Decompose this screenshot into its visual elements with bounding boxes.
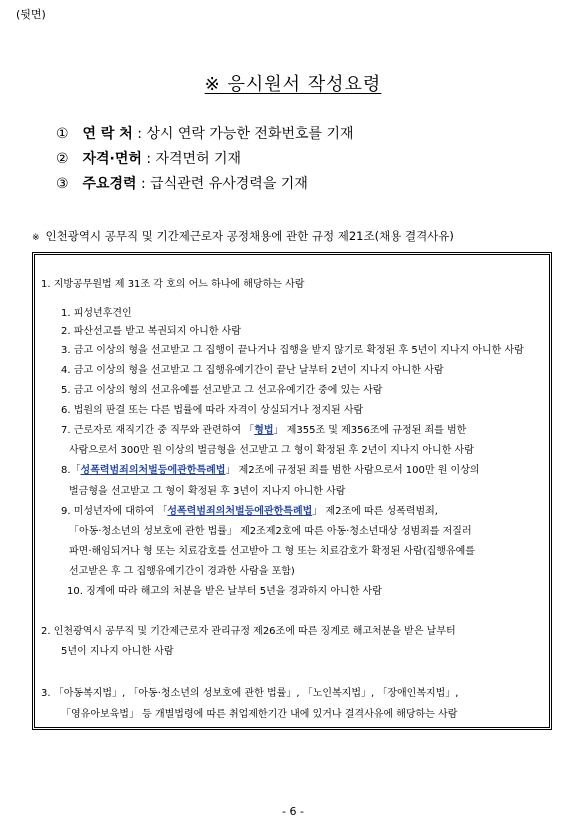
guide-item-key: 자격·면허: [82, 151, 142, 167]
reference-note-text: 인천광역시 공무직 및 기간제근로자 공정채용에 관한 규정 제21조(채용 결격사유): [45, 229, 454, 243]
guide-item-number: ②: [56, 151, 69, 167]
guide-item-desc: : 상시 연락 가능한 전화번호를 기재: [132, 126, 354, 142]
list-item-text: 9. 미성년자에 대하여 「: [61, 506, 168, 517]
list-item: 4. 금고 이상의 형을 선고받고 그 집행유예기간이 끝난 날부터 2년이 지나지 아니한 사람: [61, 365, 444, 376]
disqualification-box: [32, 252, 552, 730]
guide-item-key: 주요경력: [82, 176, 137, 192]
guide-item-key: 연 락 처: [82, 126, 133, 142]
law-link-sexual-crimes-act[interactable]: 성폭력범죄의처벌등에관한특례법: [167, 506, 313, 517]
law-link-criminal-act[interactable]: 형법: [254, 425, 274, 436]
list-item-continuation: 선고받은 후 그 집행유예기간이 경과한 사람을 포함): [69, 566, 295, 577]
list-item: 1. 피성년후견인: [61, 308, 132, 319]
list-item: 10. 징계에 따라 해고의 처분을 받은 날부터 5년을 경과하지 아니한 사람: [67, 586, 382, 597]
page-number: - 6 -: [282, 805, 304, 818]
list-item: 5. 금고 이상의 형의 선고유예를 선고받고 그 선고유예기간 중에 있는 사람: [61, 385, 383, 396]
writing-guide-list: [56, 122, 354, 197]
guide-item-number: ③: [56, 176, 69, 192]
list-item-text: 7. 근로자로 재직기간 중 직무와 관련하여 「: [61, 425, 255, 436]
list-item: 3. 금고 이상의 형을 선고받고 그 집행이 끝나거나 집행을 받지 않기로 확정된 후 5년이 지나지 아니한 사람: [61, 345, 524, 356]
guide-item-number: ①: [56, 126, 69, 142]
list-item: 6. 법원의 판결 또는 다른 법률에 따라 자격이 상실되거나 정지된 사람: [61, 405, 364, 416]
list-item-text: 」 제2조에 따른 성폭력범죄,: [312, 506, 438, 517]
section-2-continuation: 5년이 지나지 아니한 사람: [61, 646, 174, 657]
section-3-continuation: 「영유아보육법」 등 개별법령에 따른 취업제한기간 내에 있거나 결격사유에 해당하는 사람: [61, 709, 458, 720]
list-item-text: 8.「: [61, 465, 81, 476]
list-item-continuation: 「아동·청소년의 성보호에 관한 법률」 제2조제2호에 따른 아동·청소년대상 성범죄를 저질러: [69, 526, 472, 537]
list-item-text: 」 제2조에 규정된 죄를 범한 사람으로서 100만 원 이상의: [225, 465, 480, 476]
guide-item-desc: : 자격면허 기재: [141, 151, 242, 167]
reference-mark-icon: ※: [32, 233, 40, 243]
guide-item-contact: [56, 122, 354, 147]
guide-item-career: [56, 172, 354, 197]
list-item: [61, 462, 480, 480]
guide-item-desc: : 급식관련 유사경력을 기재: [136, 176, 308, 192]
list-item-continuation: 벌금형을 선고받고 그 형이 확정된 후 3년이 지나지 아니한 사람: [69, 486, 346, 497]
law-link-sexual-crimes-act[interactable]: 성폭력범죄의처벌등에관한특례법: [80, 465, 226, 476]
list-item: 2. 파산선고를 받고 복권되지 아니한 사람: [61, 326, 241, 337]
page-title: ※ 응시원서 작성요령: [204, 74, 382, 95]
list-item: [61, 422, 466, 440]
list-item-continuation: 사람으로서 300만 원 이상의 벌금형을 선고받고 그 형이 확정된 후 2년이 지나지 아니한 사람: [69, 445, 474, 456]
section-1-title: 1. 지방공무원법 제 31조 각 호의 어느 하나에 해당하는 사람: [41, 279, 305, 290]
section-2-title: 2. 인천광역시 공무직 및 기간제근로자 관리규정 제26조에 따른 징계로 해고처분을 받은 날부터: [41, 626, 456, 637]
section-3-title: 3. 「아동복지법」, 「아동·청소년의 성보호에 관한 법률」, 「노인복지법」, 「장애인복지법」,: [41, 688, 459, 699]
reference-note: [32, 228, 454, 244]
back-side-label: (뒷면): [16, 8, 46, 21]
guide-item-license: [56, 147, 354, 172]
list-item: [61, 503, 438, 521]
list-item-text: 」 제355조 및 제356조에 규정된 죄를 범한: [273, 425, 467, 436]
list-item-continuation: 파면·해임되거나 형 또는 치료감호를 선고받아 그 형 또는 치료감호가 확정된 사람(집행유예를: [69, 546, 475, 557]
